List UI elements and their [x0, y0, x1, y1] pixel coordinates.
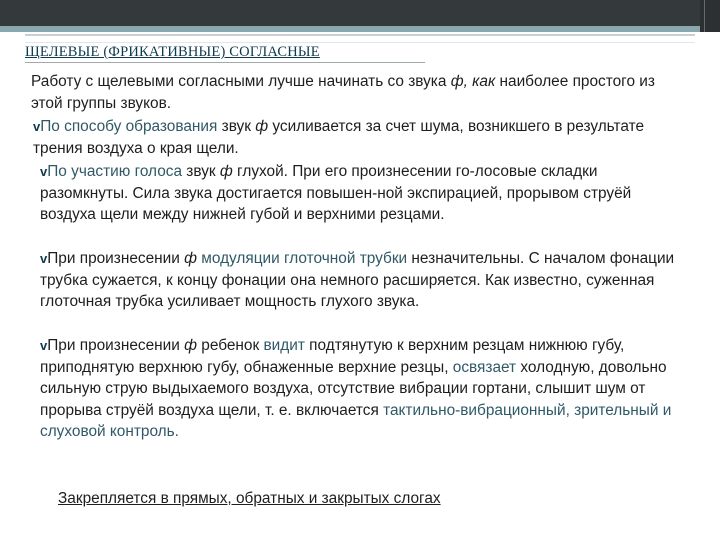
bullet-pharynx [40, 248, 680, 313]
formation-text-4: усиливается за счет шума, возникшего в результате трения воздуха о края щели. [33, 118, 645, 157]
control-keyword-feels: освязает [452, 358, 517, 376]
voice-keyword: По участию голоса [47, 163, 183, 180]
voice-text-2: звук [182, 163, 220, 180]
title-underline-rule [25, 62, 425, 63]
control-text-1: При произнесении [47, 337, 185, 354]
intro-text-2: ф, как [450, 73, 496, 90]
checkmark-bullet-icon: v [40, 164, 48, 179]
formation-sound: ф [255, 118, 269, 135]
formation-text-2: звук [217, 118, 256, 135]
intro-text-3: наиболее простого из этой группы звуков. [31, 73, 655, 112]
bullet-formation [33, 116, 693, 159]
voice-sound: ф [219, 163, 233, 180]
checkmark-bullet-icon: v [40, 251, 48, 266]
voice-text-4: глухой. При его произнесении го-лосовые складки разомкнуты. Сила звука достигается повышен-ной экспирацией, прорывом струёй воздуха щели между нижней губой и верхними резцами. [40, 163, 632, 223]
control-keyword-sees: видит [263, 337, 305, 354]
control-text-5: подтянутую к верхним резцам нижнюю губу, приподнятую верхнюю губу, обнаженные верхние резцы, [40, 337, 625, 376]
pharynx-keyword: модуляции глоточной трубки [196, 250, 408, 267]
control-keyword-types: тактильно-вибрационный, зрительный и слуховой контроль. [40, 401, 672, 440]
formation-keyword: По способу образования [40, 118, 218, 135]
footer-note: Закрепляется в прямых, обратных и закрытых слогах [58, 490, 441, 507]
checkmark-bullet-icon: v [40, 338, 48, 353]
checkmark-bullet-icon: v [33, 119, 41, 134]
intro-text-1: Работу с щелевыми согласными лучше начинать со звука [31, 73, 451, 90]
bullet-voice [40, 161, 680, 226]
bullet-control [40, 335, 680, 443]
slide-title: ЩЕЛЕВЫЕ (ФРИКАТИВНЫЕ) СОГЛАСНЫЕ [25, 44, 320, 60]
intro-paragraph [31, 71, 681, 114]
control-sound: ф [184, 337, 197, 354]
pharynx-text-4: незначительны. С началом фонации трубка сужается, к концу фонации она немного расширяется. Как известно, суженная глоточная трубка усиливает мощность глухого звука. [40, 250, 675, 310]
control-text-3: ребенок [196, 337, 264, 354]
pharynx-text-1: При произнесении [47, 250, 185, 267]
pharynx-sound: ф [184, 250, 197, 267]
control-text-7: холодную, довольно сильную струю выдыхаемого воздуха, отсутствие вибрации гортани, слышит шум от прорыва струёй воздуха щели, т. е. включается [40, 358, 667, 419]
